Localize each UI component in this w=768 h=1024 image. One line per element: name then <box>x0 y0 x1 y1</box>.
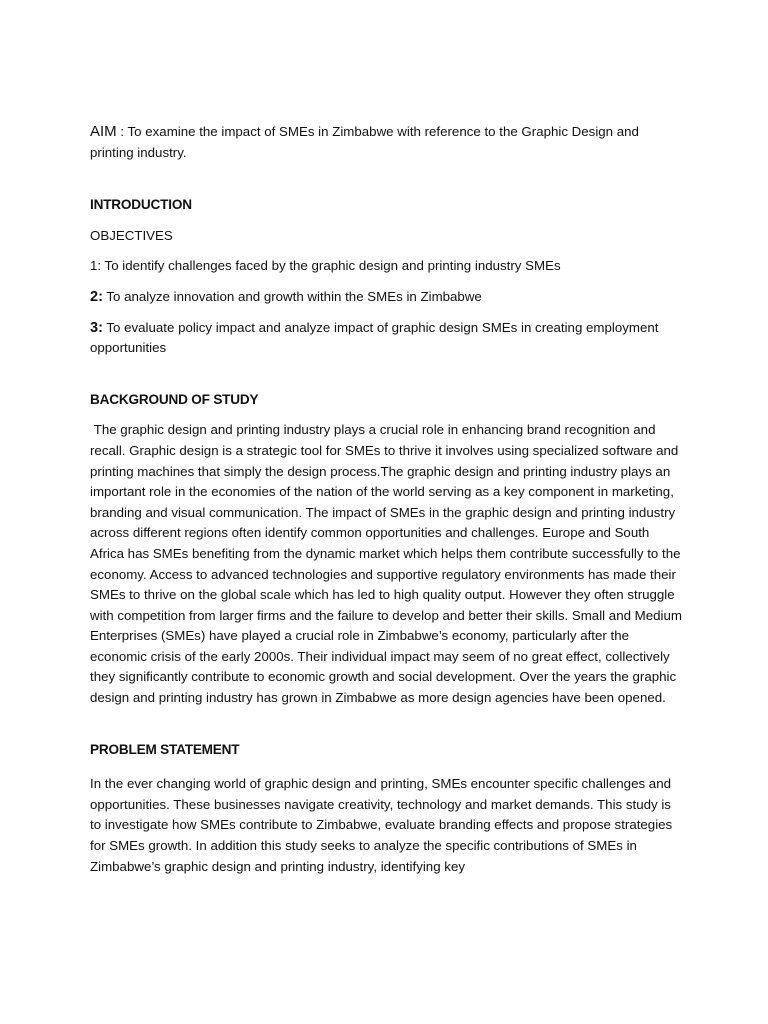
objective-number: 2: <box>90 288 103 305</box>
objective-number: 1: <box>90 258 102 274</box>
objectives-label: OBJECTIVES <box>90 227 173 243</box>
section-spacer <box>90 359 682 390</box>
aim-label: AIM <box>90 123 117 140</box>
background-heading: BACKGROUND OF STUDY <box>90 391 259 407</box>
document-body <box>90 122 686 877</box>
objective-item <box>90 256 682 277</box>
problem-paragraph: In the ever changing world of graphic design and printing, SMEs encounter specific challenges and opportunities. These businesses navigate creativity, technology and market demands. This study is to investigate how SMEs contribute to Zimbabwe, evaluate branding effects and propose strategies for SMEs growth. In addition this study seeks to analyze the specific contributions of SMEs in Zimbabwe’s graphic design and printing industry, identifying key <box>90 776 673 874</box>
objective-text: To identify challenges faced by the graphic design and printing industry SMEs <box>101 258 561 274</box>
introduction-heading: INTRODUCTION <box>90 197 192 213</box>
objective-item <box>90 287 682 308</box>
objective-text: To evaluate policy impact and analyze impact of graphic design SMEs in creating employment opportunities <box>90 319 659 356</box>
objective-text: To analyze innovation and growth within the SMEs in Zimbabwe <box>102 288 482 304</box>
section-spacer <box>90 709 682 740</box>
problem-heading: PROBLEM STATEMENT <box>90 741 240 757</box>
objective-number: 3: <box>90 319 103 336</box>
objective-item <box>90 318 682 359</box>
aim-text: : To examine the impact of SMEs in Zimbabwe with reference to the Graphic Design and printing industry. <box>90 124 639 160</box>
background-paragraph: The graphic design and printing industry plays a crucial role in enhancing brand recognition and recall. Graphic design is a strategic tool for SMEs to thrive it involves using specialized software and printing machines that simply the design process.The graphic design and printing industry plays an important role in the economies of the nation of the world serving as a key component in marketing, branding and visual communication. The impact of SMEs in the graphic design and printing industry across different regions often identify common opportunities and challenges. Europe and South Africa has SMEs benefiting from the dynamic market which helps them contribute successfully to the economy. Access to advanced technologies and supportive regulatory environments has made their SMEs to thrive on the global scale which has led to high quality output. However they often struggle with competition from larger firms and the failure to develop and better their skills. Small and Medium Enterprises (SMEs) have played a crucial role in Zimbabwe’s economy, particularly after the economic crisis of the early 2000s. Their individual impact may seem of no great effect, collectively they significantly contribute to economic growth and social development. Over the years the graphic design and printing industry has grown in Zimbabwe as more design agencies have been opened. <box>90 422 686 706</box>
aim-statement <box>90 122 682 163</box>
